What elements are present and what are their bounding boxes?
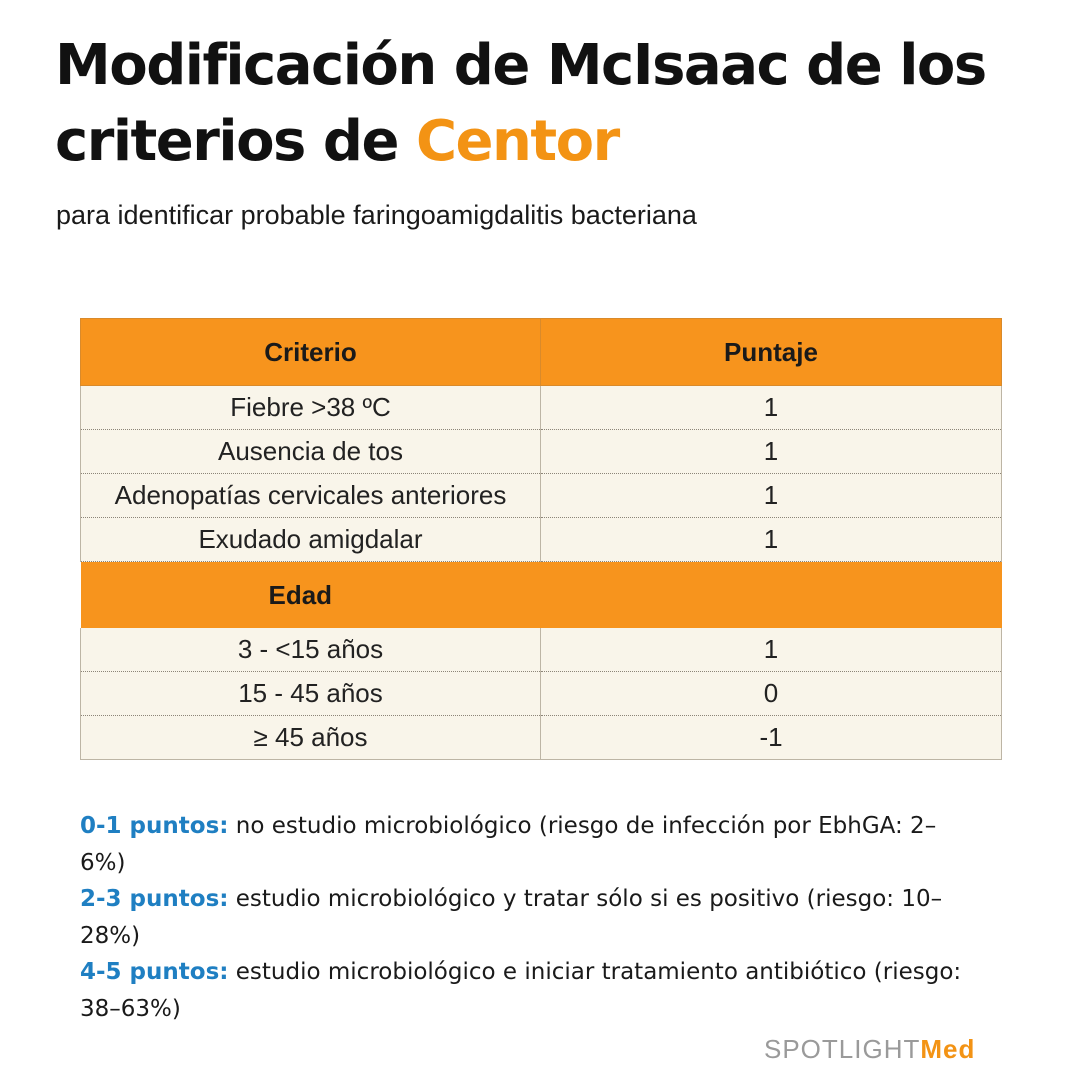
- page-title: [55, 28, 1045, 180]
- criterion-cell: 15 - 45 años: [81, 672, 541, 716]
- score-cell: -1: [541, 716, 1002, 760]
- legend-range: 4-5 puntos:: [80, 959, 229, 985]
- legend-range: 0-1 puntos:: [80, 813, 229, 839]
- table-row: [81, 628, 1002, 672]
- legend-text: no estudio microbiológico (riesgo de infección por EbhGA: 2–6%): [80, 813, 937, 876]
- table-row: [81, 672, 1002, 716]
- score-cell: 1: [541, 474, 1002, 518]
- criterion-cell: Adenopatías cervicales anteriores: [81, 474, 541, 518]
- table-row: [81, 430, 1002, 474]
- legend-text: estudio microbiológico y tratar sólo si es positivo (riesgo: 10–28%): [80, 886, 943, 949]
- age-section-row: [81, 562, 1002, 629]
- title-highlight: Centor: [415, 109, 619, 174]
- criterion-cell: Fiebre >38 ºC: [81, 386, 541, 430]
- header-score: Puntaje: [541, 319, 1002, 386]
- table-header-row: [81, 319, 1002, 386]
- legend-item: [80, 954, 980, 1027]
- score-legend: [80, 808, 980, 1027]
- table-row: [81, 386, 1002, 430]
- title-main: Modificación de McIsaac de los criterios de: [55, 33, 986, 174]
- logo-text-bold: Med: [920, 1034, 976, 1064]
- criterion-cell: Exudado amigdalar: [81, 518, 541, 562]
- criterion-cell: Ausencia de tos: [81, 430, 541, 474]
- page-subtitle: para identificar probable faringoamigdalitis bacteriana: [56, 200, 697, 230]
- score-cell: 1: [541, 628, 1002, 672]
- age-section-header: Edad: [81, 562, 1002, 629]
- table-row: [81, 518, 1002, 562]
- table-row: [81, 716, 1002, 760]
- score-cell: 1: [541, 518, 1002, 562]
- legend-item: [80, 808, 980, 881]
- criteria-table: [80, 318, 1002, 760]
- legend-item: [80, 881, 980, 954]
- legend-range: 2-3 puntos:: [80, 886, 229, 912]
- score-cell: 1: [541, 430, 1002, 474]
- criterion-cell: ≥ 45 años: [81, 716, 541, 760]
- table-row: [81, 474, 1002, 518]
- logo-text-light: SPOTLIGHT: [764, 1034, 921, 1064]
- legend-text: estudio microbiológico e iniciar tratamiento antibiótico (riesgo: 38–63%): [80, 959, 962, 1022]
- score-cell: 1: [541, 386, 1002, 430]
- score-cell: 0: [541, 672, 1002, 716]
- header-criterion: Criterio: [81, 319, 541, 386]
- brand-logo: [764, 1034, 975, 1065]
- criterion-cell: 3 - <15 años: [81, 628, 541, 672]
